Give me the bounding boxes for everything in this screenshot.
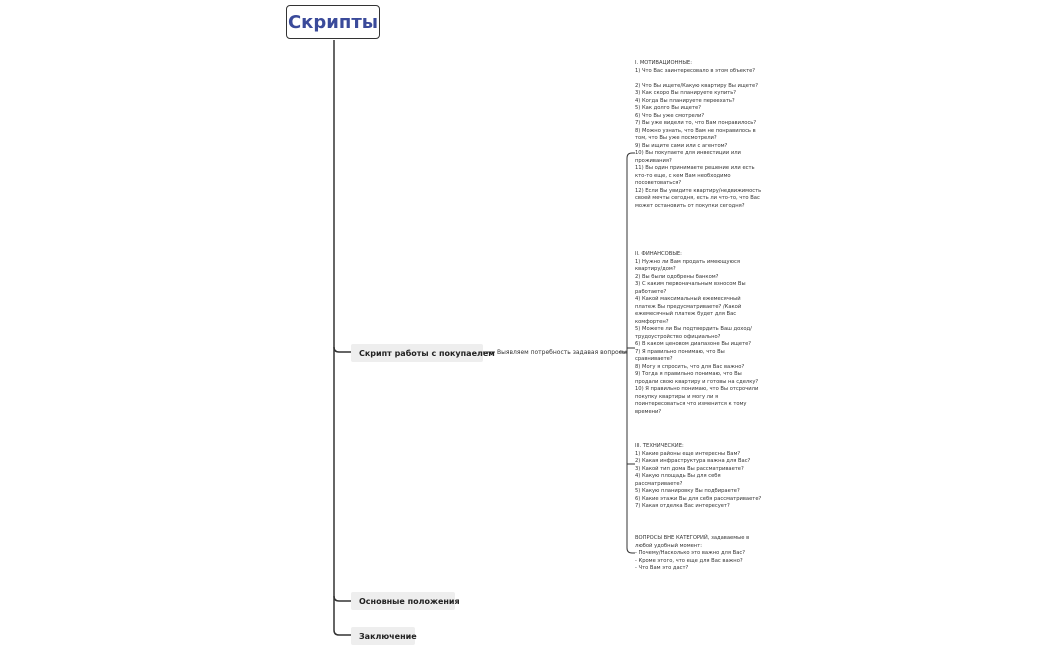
branch-buyer-script[interactable] (351, 344, 495, 362)
topic-financial-questions[interactable]: II. ФИНАНСОВЫЕ: 1) Нужно ли Вам продать имеющуюся квартиру/дом? 2) Вы были одобрены банком? 3) С каким первоначальным взносом Вы работаете? 4) Какой максимальный ежемесячный платеж Вы предусматриваете? /Какой ежемесячный платеж будет для Вас комфортен? 5) Можете ли Вы подтвердить Ваш доход/трудоустройство официально? 6) В каком ценовом диапазоне Вы ищете? 7) Я правильно понимаю, что Вы сравниваете? 8) Могу я спросить, что для Вас важно? 9) Тогда я правильно понимаю, что Вы продали свою квартиру и готовы на сделку? 10) Я правильно понимаю, что Вы отсрочили покупку квартиры и могу ли я поинтересоваться что изменится к тому времени? (635, 251, 759, 415)
branch-connector-line (334, 347, 351, 352)
topic-other-questions[interactable]: ВОПРОСЫ ВНЕ КАТЕГОРИЙ, задаваемые в любой удобный момент: - Почему/Насколько это важно для Вас? - Кроме этого, что еще для Вас важно? - Что Вам это даст? (635, 535, 750, 571)
branch-connector-line (334, 596, 351, 601)
branch-conclusion[interactable] (351, 627, 415, 645)
branch-main-provisions[interactable] (351, 592, 460, 610)
branch-label: Основные положения (359, 596, 460, 606)
root-title: Скрипты (287, 11, 379, 33)
root-node[interactable] (286, 5, 380, 39)
topic-motivational-questions[interactable]: I. МОТИВАЦИОННЫЕ: 1) Что Вас заинтересовало в этом объекте? 2) Что Вы ищете/Какую квартиру Вы ищете? 3) Как скоро Вы планируете купить? 4) Когда Вы планируете переехать? 5) Как долго Вы ищете? 6) Что Вы уже смотрели? 7) Вы уже видели то, что Вам понравилось? 8) Можно узнать, что Вам не понравилось в том, что Вы уже посмотрели? 9) Вы ищите сами или с агентом? 10) Вы покупаете для инвестиции или проживания? 11) Вы один принимаете решение или есть кто-то еще, с кем Вам необходимо посоветоваться? 12) Если Вы увидите квартиру/недвижимость своей мечты сегодня, есть ли что-то, что Вас может остановить от покупки сегодня? (635, 60, 762, 209)
trunk-line (334, 40, 351, 635)
branch-label: Заключение (359, 631, 417, 641)
topic-tick-line (627, 153, 635, 158)
topic-tick-line (627, 548, 635, 553)
branch-label: Скрипт работы с покупаелем (359, 348, 495, 358)
subtopic-identify-needs[interactable]: Выявляем потребность задавая вопросы (497, 349, 627, 356)
topic-technical-questions[interactable]: III. ТЕХНИЧЕСКИЕ: 1) Какие районы еще интересны Вам? 2) Какая инфраструктура важна для Вас? 3) Какой тип дома Вы рассматриваете? 4) Какую площадь Вы для себя рассматриваете? 5) Какую планировку Вы подбираете? 6) Какие этажи Вы для себя рассматриваете? 7) Какая отделка Вас интересует? (635, 443, 762, 509)
